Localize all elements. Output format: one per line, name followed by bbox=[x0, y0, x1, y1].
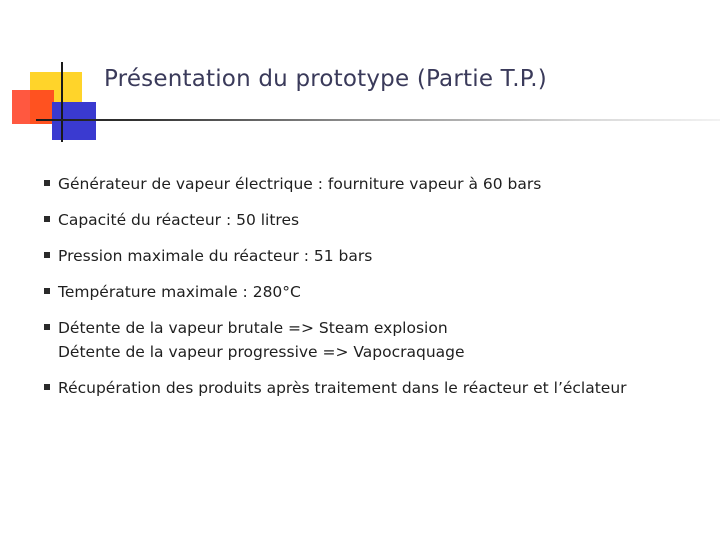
slide-title: Présentation du prototype (Partie T.P.) bbox=[104, 66, 547, 92]
color-squares-logo bbox=[0, 0, 120, 150]
square-bullet-icon bbox=[44, 384, 50, 390]
bullet-text: Capacité du réacteur : 50 litres bbox=[58, 211, 300, 229]
bullet-text: Générateur de vapeur électrique : fourniture vapeur à 60 bars bbox=[58, 175, 542, 193]
bullet-item bbox=[44, 172, 704, 196]
vertical-rule bbox=[61, 62, 63, 142]
bullet-list bbox=[44, 172, 704, 412]
bullet-text: Récupération des produits après traitement dans le réacteur et l’éclateur bbox=[58, 379, 627, 397]
bullet-item bbox=[44, 280, 704, 304]
square-bullet-icon bbox=[44, 252, 50, 258]
square-bullet-icon bbox=[44, 288, 50, 294]
bullet-item bbox=[44, 208, 704, 232]
bullet-text: Détente de la vapeur brutale => Steam explosion bbox=[58, 319, 448, 337]
square-bullet-icon bbox=[44, 180, 50, 186]
bullet-item bbox=[44, 244, 704, 268]
bullet-item bbox=[44, 376, 704, 400]
title-underline bbox=[36, 119, 720, 121]
bullet-text: Pression maximale du réacteur : 51 bars bbox=[58, 247, 373, 265]
bullet-text-continuation: Détente de la vapeur progressive => Vapocraquage bbox=[58, 343, 465, 361]
bullet-text: Température maximale : 280°C bbox=[58, 283, 301, 301]
square-bullet-icon bbox=[44, 324, 50, 330]
blue-square bbox=[52, 102, 96, 140]
bullet-item bbox=[44, 316, 704, 364]
square-bullet-icon bbox=[44, 216, 50, 222]
